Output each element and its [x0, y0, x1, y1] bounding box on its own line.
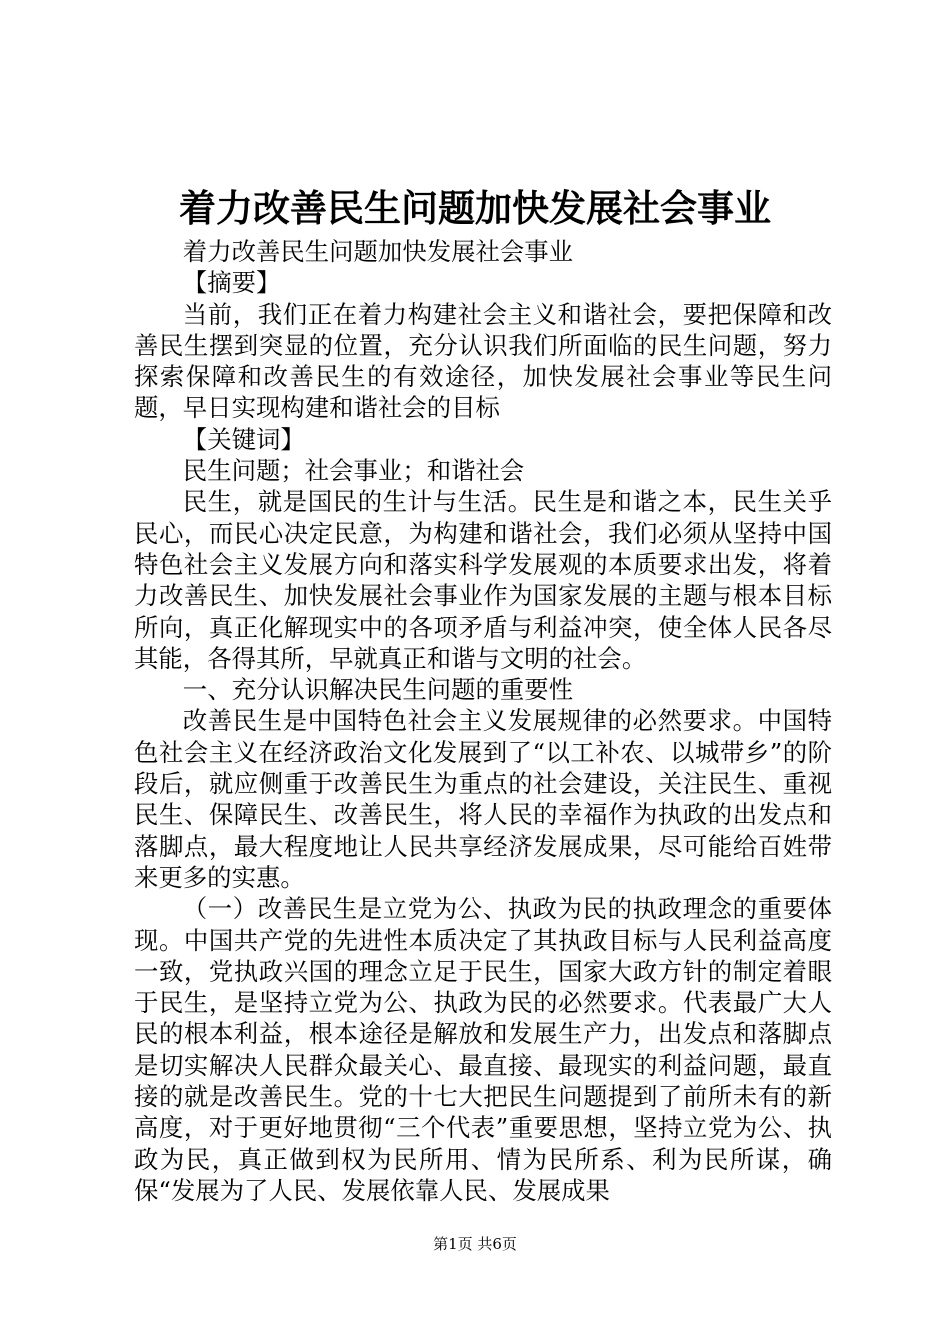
page-number: 第1页 共6页: [433, 1235, 517, 1253]
abstract-paragraph: 当前，我们正在着力构建社会主义和谐社会，要把保障和改善民生摆到突显的位置，充分认识我们所面临的民生问题，努力探索保障和改善民生的有效途径，加快发展社会事业等民生问题，早日实现构建和谐社会的目标: [134, 299, 832, 423]
body-paragraph: （一）改善民生是立党为公、执政为民的执政理念的重要体现。中国共产党的先进性本质决定了其执政目标与人民利益高度一致，党执政兴国的理念立足于民生，国家大政方针的制定着眼于民生，是坚持立党为公、执政为民的必然要求。代表最广大人民的根本利益，根本途径是解放和发展生产力，出发点和落脚点是切实解决人民群众最关心、最直接、最现实的利益问题，最直接的就是改善民生。党的十七大把民生问题提到了前所未有的新高度，对于更好地贯彻“三个代表”重要思想，坚持立党为公、执政为民，真正做到权为民所用、情为民所系、利为民所谋，确保“发展为了人民、发展依靠人民、发展成果: [134, 894, 832, 1205]
body-paragraph: 改善民生是中国特色社会主义发展规律的必然要求。中国特色社会主义在经济政治文化发展到了“以工补农、以城带乡”的阶段后，就应侧重于改善民生为重点的社会建设，关注民生、重视民生、保障民生、改善民生，将人民的幸福作为执政的出发点和落脚点，最大程度地让人民共享经济发展成果，尽可能给百姓带来更多的实惠。: [134, 706, 832, 892]
keywords-heading: 【关键词】: [182, 424, 305, 454]
document-title: 着力改善民生问题加快发展社会事业: [179, 186, 771, 230]
section-heading: 一、充分认识解决民生问题的重要性: [182, 675, 574, 705]
abstract-heading: 【摘要】: [182, 268, 281, 298]
body-paragraph: 着力改善民生问题加快发展社会事业: [182, 237, 574, 266]
body-paragraph: 民生，就是国民的生计与生活。民生是和谐之本，民生关乎民心，而民心决定民意，为构建和谐社会，我们必须从坚持中国特色社会主义发展方向和落实科学发展观的本质要求出发，将着力改善民生、加快发展社会事业作为国家发展的主题与根本目标所向，真正化解现实中的各项矛盾与利益冲突，使全体人民各尽其能，各得其所，早就真正和谐与文明的社会。: [134, 487, 832, 673]
keywords-paragraph: 民生问题；社会事业；和谐社会: [182, 456, 525, 486]
document-body: [134, 236, 832, 1206]
